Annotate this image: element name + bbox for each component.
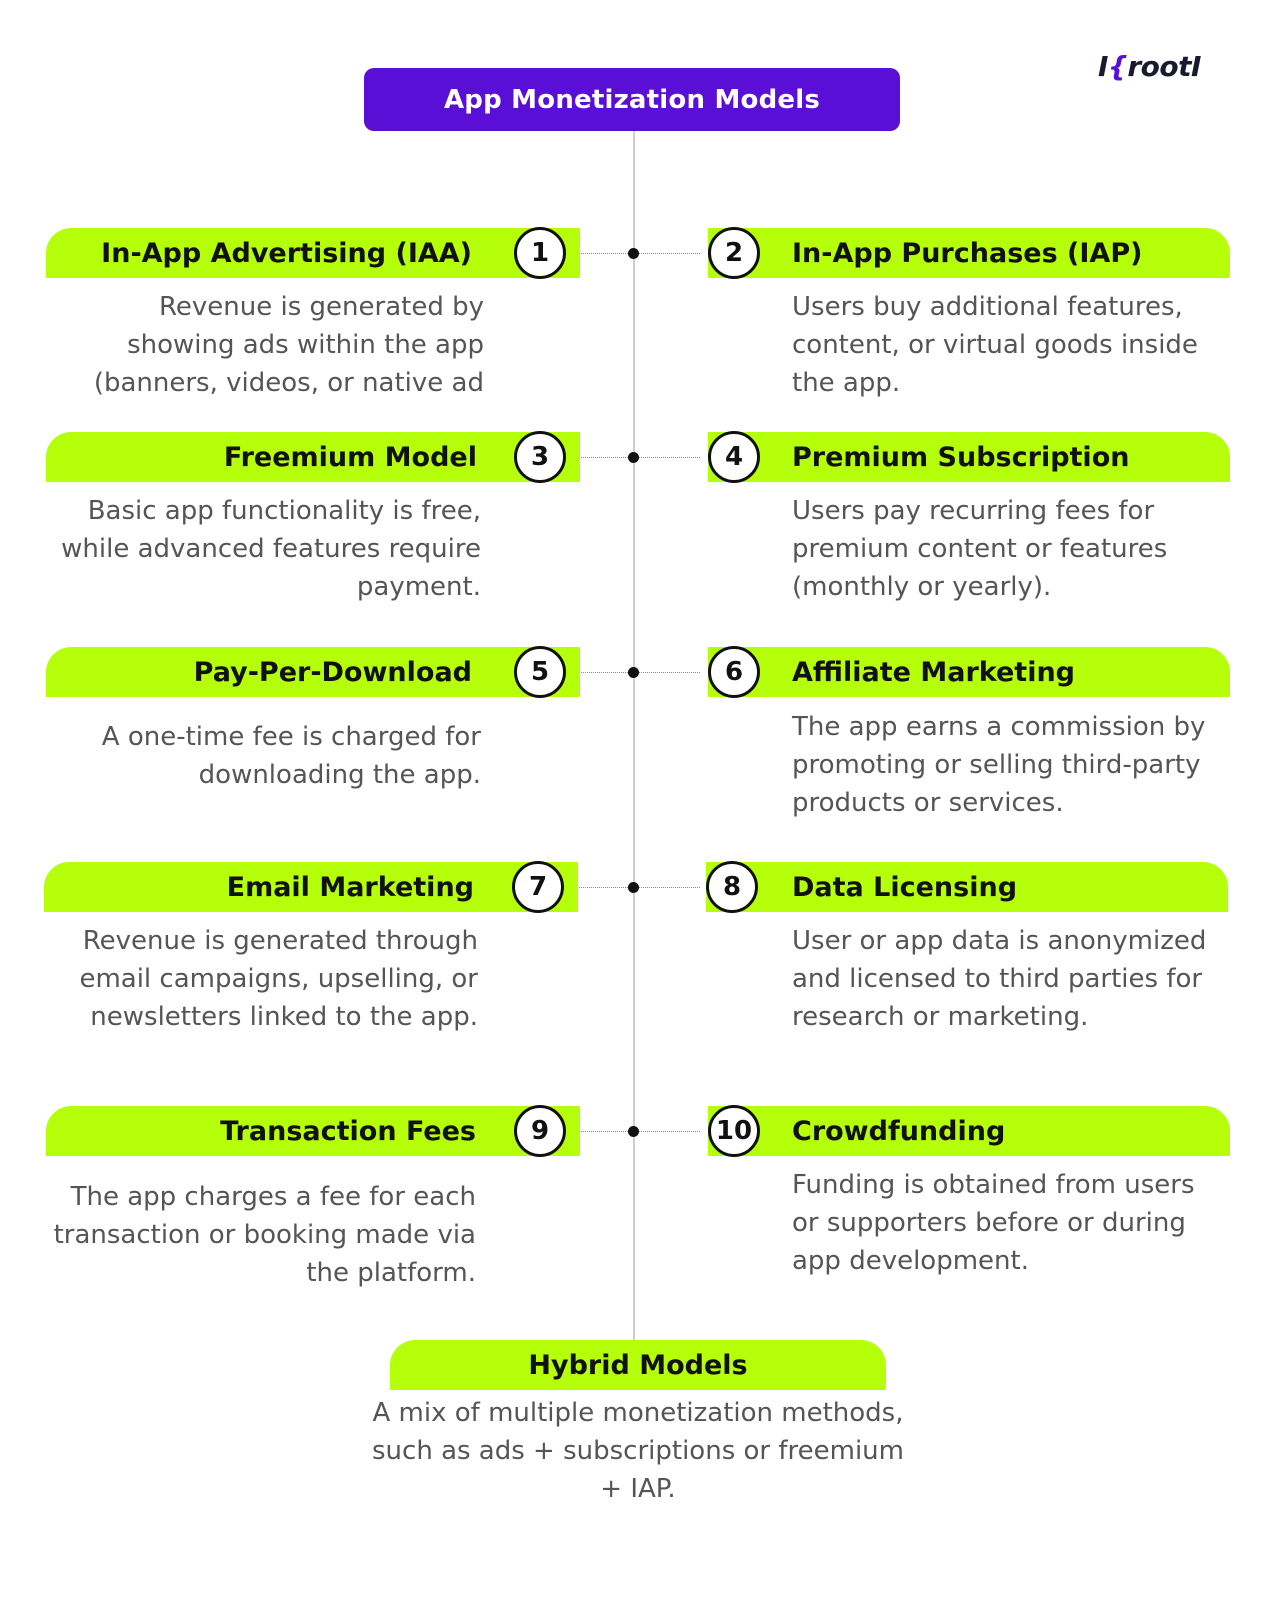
model-title-8: Data Licensing <box>706 862 1228 912</box>
brand-logo: I{rootI <box>1098 50 1201 83</box>
model-title-7: Email Marketing <box>44 862 578 912</box>
model-desc-3: Basic app functionality is free, while advanced features require payment. <box>61 496 481 602</box>
model-desc-9: The app charges a fee for each transaction or booking made via the platform. <box>53 1182 476 1288</box>
connector-dot <box>628 452 639 463</box>
model-number-9: 9 <box>514 1105 566 1157</box>
model-desc-2: Users buy additional features, content, or virtual goods inside the app. <box>792 292 1198 398</box>
model-title-2: In-App Purchases (IAP) <box>708 228 1230 278</box>
model-title-5: Pay-Per-Download <box>46 647 580 697</box>
hybrid-desc: A mix of multiple monetization methods, such as ads + subscriptions or freemium + IAP. <box>372 1398 904 1504</box>
model-title-10: Crowdfunding <box>708 1106 1230 1156</box>
model-desc-4: Users pay recurring fees for premium content or features (monthly or yearly). <box>792 496 1168 602</box>
model-number-10: 10 <box>708 1105 760 1157</box>
model-title-6: Affiliate Marketing <box>708 647 1230 697</box>
hybrid-title: Hybrid Models <box>390 1340 886 1390</box>
connector-dot <box>628 1126 639 1137</box>
model-title-4: Premium Subscription <box>708 432 1230 482</box>
model-number-5: 5 <box>514 646 566 698</box>
connector-dot <box>628 248 639 259</box>
model-number-6: 6 <box>708 646 760 698</box>
model-desc-7: Revenue is generated through email campaigns, upselling, or newsletters linked to the app. <box>79 926 478 1032</box>
model-title-9: Transaction Fees <box>46 1106 580 1156</box>
model-desc-5: A one-time fee is charged for downloading the app. <box>101 722 481 790</box>
model-number-4: 4 <box>708 431 760 483</box>
connector-dot <box>628 882 639 893</box>
model-number-3: 3 <box>514 431 566 483</box>
model-title-1: In-App Advertising (IAA) <box>46 228 580 278</box>
model-desc-6: The app earns a commission by promoting or selling third-party products or services. <box>792 712 1206 818</box>
model-desc-1: Revenue is generated by showing ads within the app (banners, videos, or native ad <box>93 292 484 398</box>
model-number-7: 7 <box>512 861 564 913</box>
model-number-1: 1 <box>514 227 566 279</box>
model-desc-10: Funding is obtained from users or supporters before or during app development. <box>792 1170 1195 1276</box>
page-title: App Monetization Models <box>364 68 900 131</box>
model-number-8: 8 <box>706 861 758 913</box>
connector-dot <box>628 667 639 678</box>
model-title-3: Freemium Model <box>46 432 580 482</box>
center-spine <box>633 131 635 1346</box>
model-desc-8: User or app data is anonymized and licensed to third parties for research or marketing. <box>792 926 1207 1032</box>
model-number-2: 2 <box>708 227 760 279</box>
